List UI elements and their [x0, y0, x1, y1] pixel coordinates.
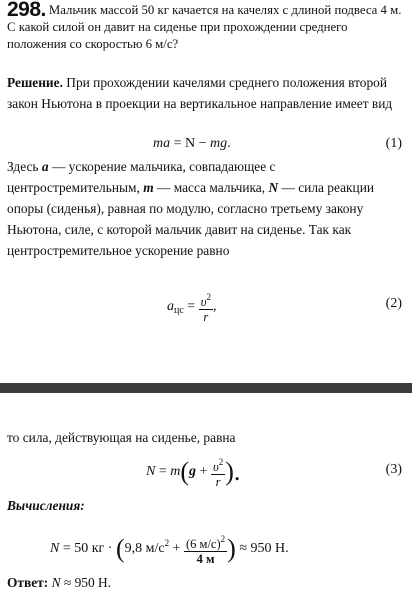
calc-result: ≈ 950 Н.	[239, 541, 289, 557]
var-a: a	[41, 159, 49, 174]
page-separator	[0, 383, 412, 393]
calc-fraction	[184, 532, 227, 566]
eq2-end: ,	[212, 299, 217, 315]
calc-plus: +	[172, 541, 181, 557]
calc-term1-sup: 2	[164, 538, 170, 549]
var-m: m	[143, 180, 154, 195]
calc-num-sup: 2	[220, 534, 226, 544]
eq2-sub: цс	[174, 305, 184, 317]
eq1-rhs: mg	[210, 136, 228, 151]
problem-statement	[7, 1, 407, 53]
calc-close-paren: )	[227, 534, 236, 564]
equation-3-number: (3)	[385, 462, 402, 477]
expl-t1: Здесь	[7, 159, 39, 174]
calc-equation	[50, 532, 289, 566]
eq2-lhs: a	[167, 299, 174, 315]
eq3-num: υ	[212, 460, 219, 474]
answer-value: ≈ 950 Н.	[63, 575, 112, 590]
eq3-eq: =	[158, 464, 167, 480]
equation-2-number: (2)	[385, 296, 402, 311]
equation-2	[167, 290, 216, 324]
eq3-fraction	[211, 455, 225, 489]
problem-text: Мальчик массой 50 кг качается на качелях с длиной подвеса 4 м. С какой силой он давит на сиденье при прохождении среднего положения со скоростью 6 м/с?	[7, 3, 402, 51]
continuation-text: то сила, действующая на сиденье, равна	[7, 430, 236, 445]
eq3-g: g	[189, 464, 197, 480]
answer-label: Ответ:	[7, 575, 49, 590]
eq2-fraction	[199, 290, 213, 324]
expl-t2: — ускорение мальчика, совпадающее с центростремительным,	[7, 159, 276, 195]
eq2-den: r	[203, 310, 209, 324]
calc-lhs: N	[50, 541, 60, 557]
eq3-den: r	[215, 475, 221, 489]
equation-1	[153, 136, 231, 152]
solution-heading: Решение.	[7, 75, 63, 90]
calc-term1: 9,8 м/с	[124, 541, 165, 557]
problem-number: 298.	[7, 0, 46, 21]
explanation-paragraph	[7, 156, 407, 261]
eq3-open: (	[180, 457, 190, 487]
calc-open-paren: (	[115, 534, 125, 564]
expl-t4: — сила реакции опоры (сиденья), равная по модулю, согласно третьему закону Ньютона, силе, с которой мальчик давит на сиденье. Так как центростремительное ускорение равно	[7, 180, 375, 258]
eq1-end: .	[227, 136, 231, 151]
eq3-plus: +	[199, 464, 208, 480]
eq2-eq: =	[187, 299, 196, 315]
calc-num: (6 м/с)	[186, 537, 221, 551]
solution-paragraph	[7, 72, 407, 114]
calc-eq: = 50 кг ·	[62, 541, 113, 557]
answer	[7, 574, 111, 591]
eq3-num-sup: 2	[218, 457, 224, 467]
eq1-lhs: ma	[153, 136, 171, 151]
var-N: N	[268, 180, 279, 195]
eq3-close: ).	[225, 457, 241, 487]
eq1-mid: = N −	[173, 136, 207, 151]
calc-den: 4 м	[196, 552, 215, 566]
equation-3	[146, 455, 240, 489]
answer-var: N	[51, 575, 61, 590]
eq2-num-sup: 2	[206, 292, 211, 302]
expl-t3: — масса мальчика,	[156, 180, 266, 195]
eq3-lhs: N	[146, 464, 156, 480]
equation-1-number: (1)	[385, 136, 402, 151]
solution-intro: При прохождении качелями среднего положения второй закон Ньютона в проекции на вертикальное направление имеет вид	[7, 75, 393, 111]
calc-heading: Вычисления:	[7, 498, 85, 513]
eq2-num: υ	[200, 295, 207, 309]
eq3-m: m	[170, 464, 181, 480]
